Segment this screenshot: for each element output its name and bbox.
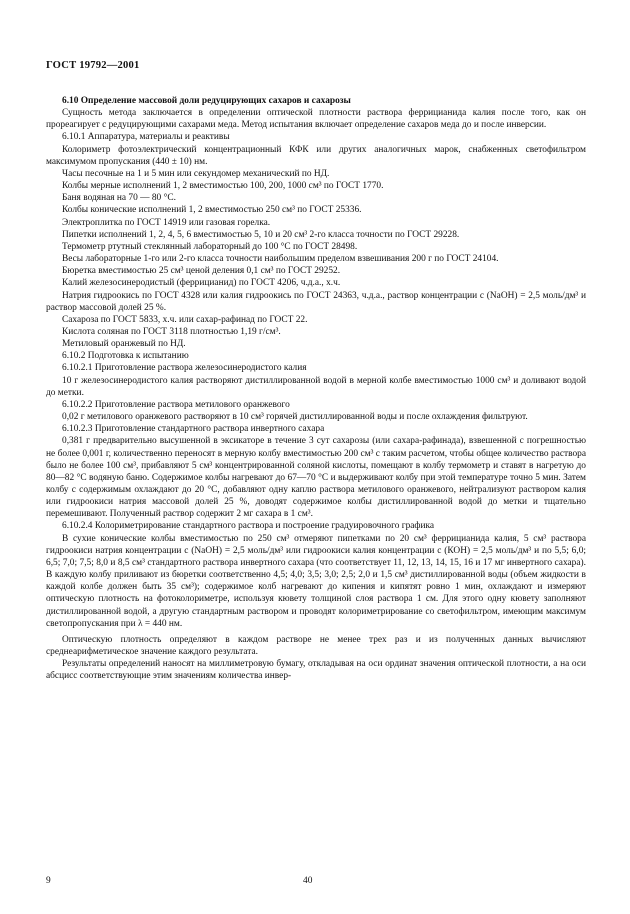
paragraph: Колбы конические исполнений 1, 2 вместимостью 250 см³ по ГОСТ 25336.	[62, 205, 362, 216]
paragraph: Кислота соляная по ГОСТ 3118 плотностью 1,19 г/см³.	[62, 326, 281, 337]
section-heading: 6.10 Определение массовой доли редуцирующих сахаров и сахарозы	[62, 96, 351, 106]
paragraph: 10 г железосинеродистого калия растворяют дистиллированной водой в мерной колбе вместимостью 1000 см³ и доливают водой до метки.	[46, 375, 586, 398]
paragraph: 6.10.2.1 Приготовление раствора железосинеродистого калия	[62, 363, 307, 374]
paragraph: Часы песочные на 1 и 5 мин или секундомер механический по НД.	[62, 168, 330, 179]
paragraph: Метиловый оранжевый по НД.	[62, 339, 186, 350]
paragraph: 6.10.2.3 Приготовление стандартного раствора инвертного сахара	[62, 424, 325, 435]
paragraph: Сахароза по ГОСТ 5833, х.ч. или сахар-рафинад по ГОСТ 22.	[62, 314, 308, 325]
paragraph: Весы лабораторные 1-го или 2-го класса точности наибольшим пределом взвешивания 200 г по ГОСТ 24104.	[62, 254, 499, 265]
paragraph: Калий железосинеродистый (феррицианид) по ГОСТ 4206, ч.д.а., х.ч.	[62, 278, 341, 289]
paragraph: 0,02 г метилового оранжевого растворяют в 10 см³ горячей дистиллированной воды и после охлаждения фильтруют.	[62, 412, 528, 423]
paragraph: 6.10.2.2 Приготовление раствора метилового оранжевого	[62, 399, 290, 410]
paragraph: 0,381 г предварительно высушенной в эксикаторе в течение 3 сут сахарозы (или сахара-рафинада), взвешенной с погрешностью не более 0,001 г, количественно переносят в мерную колбу вместимостью 200 см³ с таким расчетом, чтобы общее количество раствора было не более 100 см³, прибавляют 5 см³ концентрированной соляной кислоты, помещают в колбу термометр и ставят в нагретую до 80—82 °С водяную баню. Содержимое колбы нагревают до 67—70 °С и выдерживают колбу при этой температуре точно 5 мин. Затем колбу с содержимым охлаждают до 20 °С, добавляют одну каплю раствора метилового оранжевого, нейтрализуют раствором калия или гидроокиси натрия массовой долей 25 %, доводят содержимое колбы дистиллированной водой до метки и тщательно перемешивают. Полученный раствор содержит 2 мг сахара в 1 см³.	[46, 436, 586, 520]
paragraph: Сущность метода заключается в определении оптической плотности раствора феррицианида калия после того, как он прореагирует с редуцирующими сахарами меда. Метод испытания включает определение сахаров меда до и после инверсии.	[46, 108, 586, 131]
footer-page-number-center: 40	[303, 876, 313, 886]
paragraph: Колбы мерные исполнений 1, 2 вместимостью 100, 200, 1000 см³ по ГОСТ 1770.	[62, 181, 384, 192]
document-header: ГОСТ 19792—2001	[46, 60, 140, 71]
paragraph: Колориметр фотоэлектрический концентрационный КФК или других аналогичных марок, снабженных светофильтром максимумом пропускания (440 ± 10) нм.	[46, 144, 586, 167]
document-body	[46, 95, 586, 683]
paragraph: 6.10.1 Аппаратура, материалы и реактивы	[62, 132, 230, 143]
paragraph: В сухие конические колбы вместимостью по 250 см³ отмеряют пипетками по 20 см³ феррицианида калия, 5 см³ раствора гидроокиси натрия концентрации с (NaOH) = 2,5 моль/дм³ или гидроокиси калия концентрации с (КОН) = 2,5 моль/дм³ и по 5,5; 6,0; 6,5; 7,0; 7,5; 8,0 и 8,5 см³ стандартного раствора инвертного сахара (что соответствует 11, 12, 13, 14, 15, 16 и 17 мг инвертного сахара). В каждую колбу приливают из бюретки соответственно 4,5; 4,0; 3,5; 3,0; 2,5; 2,0 и 1,5 см³ дистиллированной воды (объем жидкости в каждой колбе должен быть 35 см³); содержимое колб нагревают до кипения и кипятят ровно 1 мин, охлаждают и измеряют оптическую плотность на фотоколориметре, используя кювету толщиной слоя раствора 1 см. Для этого одну кювету заполняют дистиллированной водой, а другую стандартным раствором и проводят колориметрирование со светофильтром, имеющим максимум светопропускания при λ = 440 нм.	[46, 533, 586, 629]
paragraph: 6.10.2.4 Колориметрирование стандартного раствора и построение градуировочного графика	[62, 521, 435, 532]
paragraph: Баня водяная на 70 — 80 °С.	[62, 193, 176, 204]
footer-page-number-left: 9	[46, 876, 51, 886]
paragraph: 6.10.2 Подготовка к испытанию	[62, 351, 189, 362]
paragraph: Бюретка вместимостью 25 см³ ценой деления 0,1 см³ по ГОСТ 29252.	[62, 266, 341, 277]
paragraph: Термометр ртутный стеклянный лабораторный до 100 °С по ГОСТ 28498.	[62, 241, 358, 252]
paragraph: Результаты определений наносят на миллиметровую бумагу, откладывая на оси ординат значения оптической плотности, а на оси абсцисс соответствующие этим значениям количества инвер-	[46, 659, 586, 682]
paragraph: Пипетки исполнений 1, 2, 4, 5, 6 вместимостью 5, 10 и 20 см³ 2-го класса точности по ГОСТ 29228.	[62, 229, 460, 240]
paragraph: Электроплитка по ГОСТ 14919 или газовая горелка.	[62, 217, 271, 228]
paragraph: Оптическую плотность определяют в каждом растворе не менее трех раз и из полученных данных вычисляют среднеарифметическое значение каждого результата.	[46, 634, 586, 658]
paragraph: Натрия гидроокись по ГОСТ 4328 или калия гидроокись по ГОСТ 24363, ч.д.а., раствор концентрации с (NaOH) = 2,5 моль/дм³ и раствор массовой долей 25 %.	[46, 290, 586, 313]
